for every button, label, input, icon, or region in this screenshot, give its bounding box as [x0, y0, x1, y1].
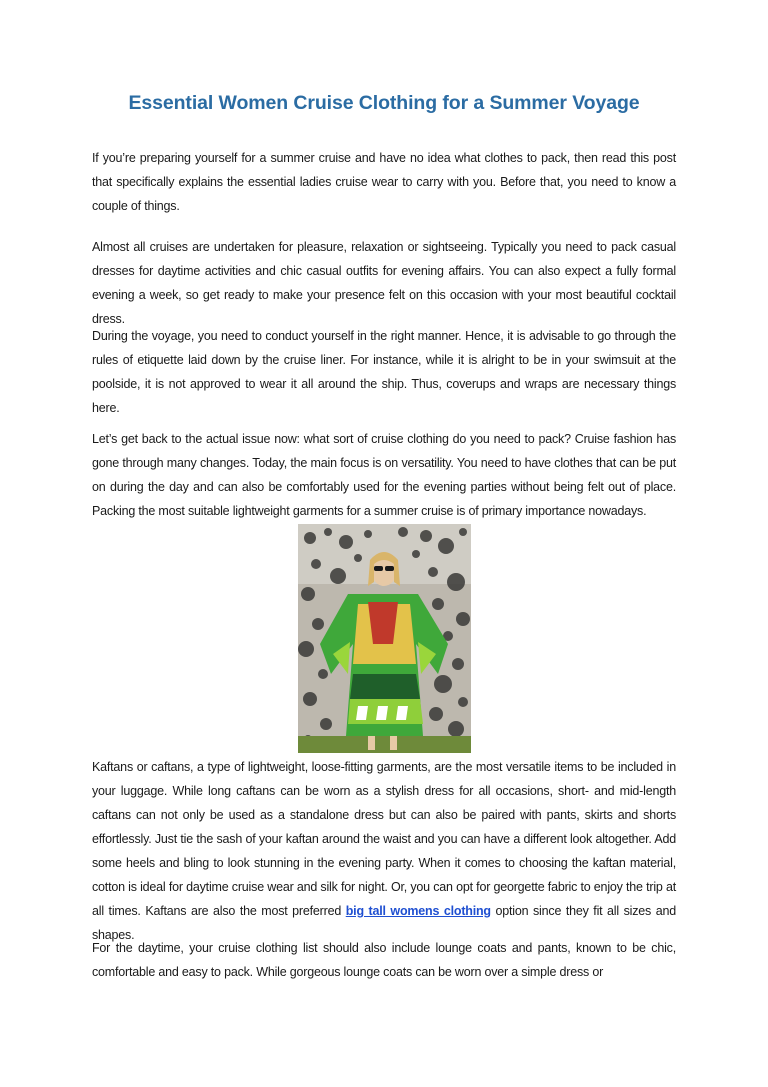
kaftan-photo-illustration	[298, 524, 471, 753]
paragraph-kaftans-text: Kaftans or caftans, a type of lightweight, loose-fitting garments, are the most versatile items to be included in your luggage. While long caftans can be worn as a stylish dress for all occasions, short- and mid-length caftans can not only be used as a standalone dress but can also be paired with pants, skirts and shorts effortlessly. Just tie the sash of your kaftan around the waist and you can have a different look altogether. Add some heels and bling to look stunning in the evening party. When it comes to choosing the kaftan material, cotton is ideal for daytime cruise wear and silk for night. Or, you can opt for georgette fabric to enjoy the trip at all times. Kaftans are also the most preferred	[92, 760, 676, 918]
paragraph-kaftans	[92, 755, 676, 947]
paragraph-versatility: Let’s get back to the actual issue now: what sort of cruise clothing do you need to pack? Cruise fashion has gone through many changes. Today, the main focus is on versatility. You need to have clothes that can be put on during the day and can also be comfortably used for the evening parties without being felt out of place. Packing the most suitable lightweight garments for a summer cruise is of primary importance nowadays.	[92, 432, 676, 518]
paragraph-daytime: For the daytime, your cruise clothing list should also include lounge coats and pants, known to be chic, comfortable and easy to pack. While gorgeous lounge coats can be worn over a simple dress or	[92, 941, 676, 979]
paragraph-kaftans-text-end: option since they fit all sizes and shapes.	[92, 904, 676, 942]
kaftan-photo	[298, 524, 471, 753]
paragraph-intro: If you’re preparing yourself for a summer cruise and have no idea what clothes to pack, then read this post that specifically explains the essential ladies cruise wear to carry with you. Before that, you need to know a couple of things.	[92, 151, 676, 213]
paragraph-etiquette: During the voyage, you need to conduct yourself in the right manner. Hence, it is advisable to go through the rules of etiquette laid down by the cruise liner. For instance, while it is alright to be in your swimsuit at the poolside, it is not approved to wear it all around the ship. Thus, coverups and wraps are necessary things here.	[92, 329, 676, 415]
page-title: Essential Women Cruise Clothing for a Summer Voyage	[128, 92, 640, 114]
big-tall-womens-clothing-link[interactable]: big tall womens clothing	[345, 904, 491, 918]
paragraph-cruise-types: Almost all cruises are undertaken for pleasure, relaxation or sightseeing. Typically you need to pack casual dresses for daytime activities and chic casual outfits for evening affairs. You can also expect a fully formal evening a week, so get ready to make your presence felt on this occasion with your most beautiful cocktail dress.	[92, 240, 676, 326]
